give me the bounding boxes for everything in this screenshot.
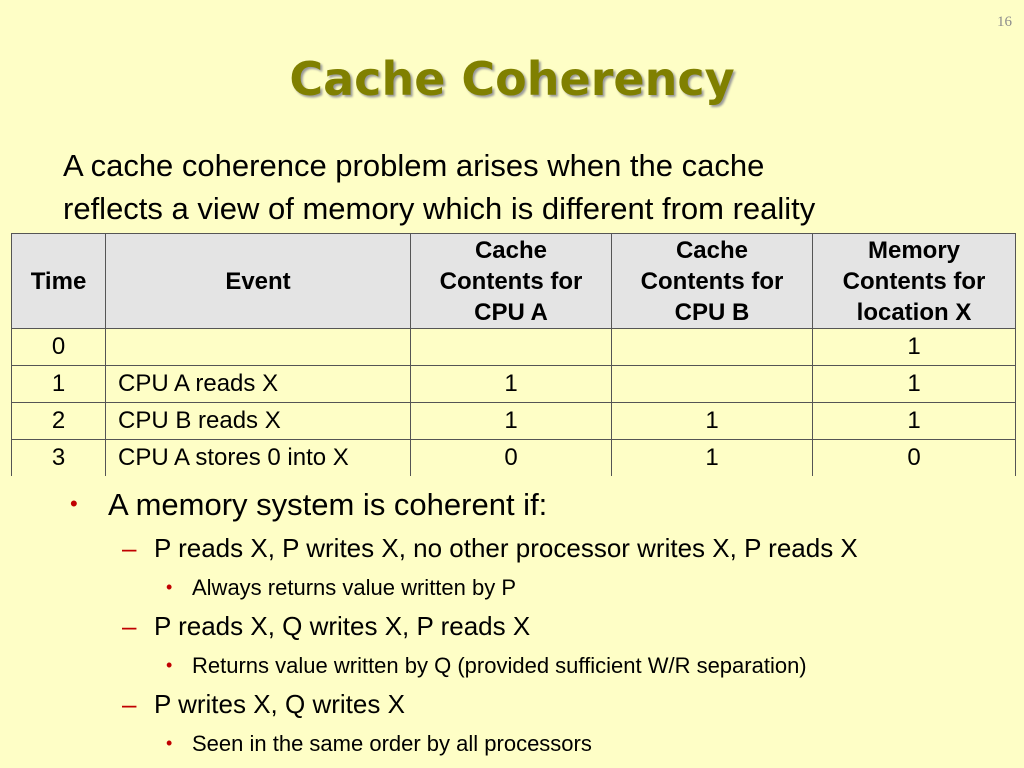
- sub-bullet-text: P reads X, Q writes X, P reads X: [154, 611, 531, 641]
- dash-icon: –: [122, 611, 137, 641]
- header-memory: [813, 234, 1016, 329]
- table-row: [12, 366, 1016, 403]
- cell-memory: 1: [813, 403, 1016, 440]
- sub-sub-bullet: [166, 653, 807, 679]
- bullet-text: A memory system is coherent if:: [108, 487, 548, 522]
- table-header-row: [12, 234, 1016, 329]
- table-row: [12, 329, 1016, 366]
- sub-sub-bullet: [166, 731, 592, 757]
- cell-cpu-a: [411, 329, 612, 366]
- header-line: CPU A: [474, 298, 548, 326]
- slide-number: 16: [997, 14, 1012, 30]
- cell-time: 3: [12, 440, 106, 477]
- intro-line: A cache coherence problem arises when the cache: [63, 148, 765, 183]
- bullet-dot-icon: •: [166, 577, 173, 597]
- cell-event: CPU A reads X: [106, 366, 411, 403]
- sub-bullet-text: P writes X, Q writes X: [154, 689, 405, 719]
- table-row: [12, 440, 1016, 477]
- header-line: CPU B: [674, 298, 750, 326]
- cell-event: CPU A stores 0 into X: [106, 440, 411, 477]
- header-line: location X: [856, 298, 972, 326]
- slide-title: Cache Coherency: [289, 52, 735, 106]
- coherence-table: [11, 233, 1016, 476]
- cell-memory: 0: [813, 440, 1016, 477]
- sub-sub-bullet-text: Always returns value written by P: [192, 575, 517, 600]
- cell-event: CPU B reads X: [106, 403, 411, 440]
- intro-paragraph: [63, 144, 963, 230]
- header-event: Event: [106, 234, 411, 329]
- cell-memory: 1: [813, 329, 1016, 366]
- cell-time: 0: [12, 329, 106, 366]
- table-row: [12, 403, 1016, 440]
- bullet-main: [70, 487, 547, 523]
- intro-line: reflects a view of memory which is different from reality: [63, 191, 816, 226]
- cell-cpu-b: [612, 366, 813, 403]
- header-time: Time: [12, 234, 106, 329]
- cell-cpu-a: 0: [411, 440, 612, 477]
- header-line: Cache: [675, 236, 749, 264]
- bullet-dot-icon: •: [166, 655, 173, 675]
- cell-time: 2: [12, 403, 106, 440]
- sub-bullet: [122, 533, 858, 564]
- bullet-dot-icon: •: [70, 491, 78, 516]
- sub-sub-bullet-text: Seen in the same order by all processors: [192, 731, 592, 756]
- header-line: Cache: [474, 236, 548, 264]
- header-cpu-a: [411, 234, 612, 329]
- sub-bullet: [122, 689, 405, 720]
- cell-time: 1: [12, 366, 106, 403]
- cell-cpu-b: 1: [612, 403, 813, 440]
- cell-event: [106, 329, 411, 366]
- dash-icon: –: [122, 533, 137, 563]
- sub-bullet-text: P reads X, P writes X, no other processor writes X, P reads X: [154, 533, 858, 563]
- dash-icon: –: [122, 689, 137, 719]
- header-line: Memory: [867, 236, 961, 264]
- cell-memory: 1: [813, 366, 1016, 403]
- header-line: Contents for: [640, 267, 784, 295]
- sub-bullet: [122, 611, 530, 642]
- bullet-dot-icon: •: [166, 733, 173, 753]
- cell-cpu-b: 1: [612, 440, 813, 477]
- header-line: Contents for: [439, 267, 583, 295]
- sub-sub-bullet: [166, 575, 516, 601]
- header-line: Contents for: [842, 267, 986, 295]
- cell-cpu-b: [612, 329, 813, 366]
- header-cpu-b: [612, 234, 813, 329]
- sub-sub-bullet-text: Returns value written by Q (provided sufficient W/R separation): [192, 653, 807, 678]
- cell-cpu-a: 1: [411, 366, 612, 403]
- cell-cpu-a: 1: [411, 403, 612, 440]
